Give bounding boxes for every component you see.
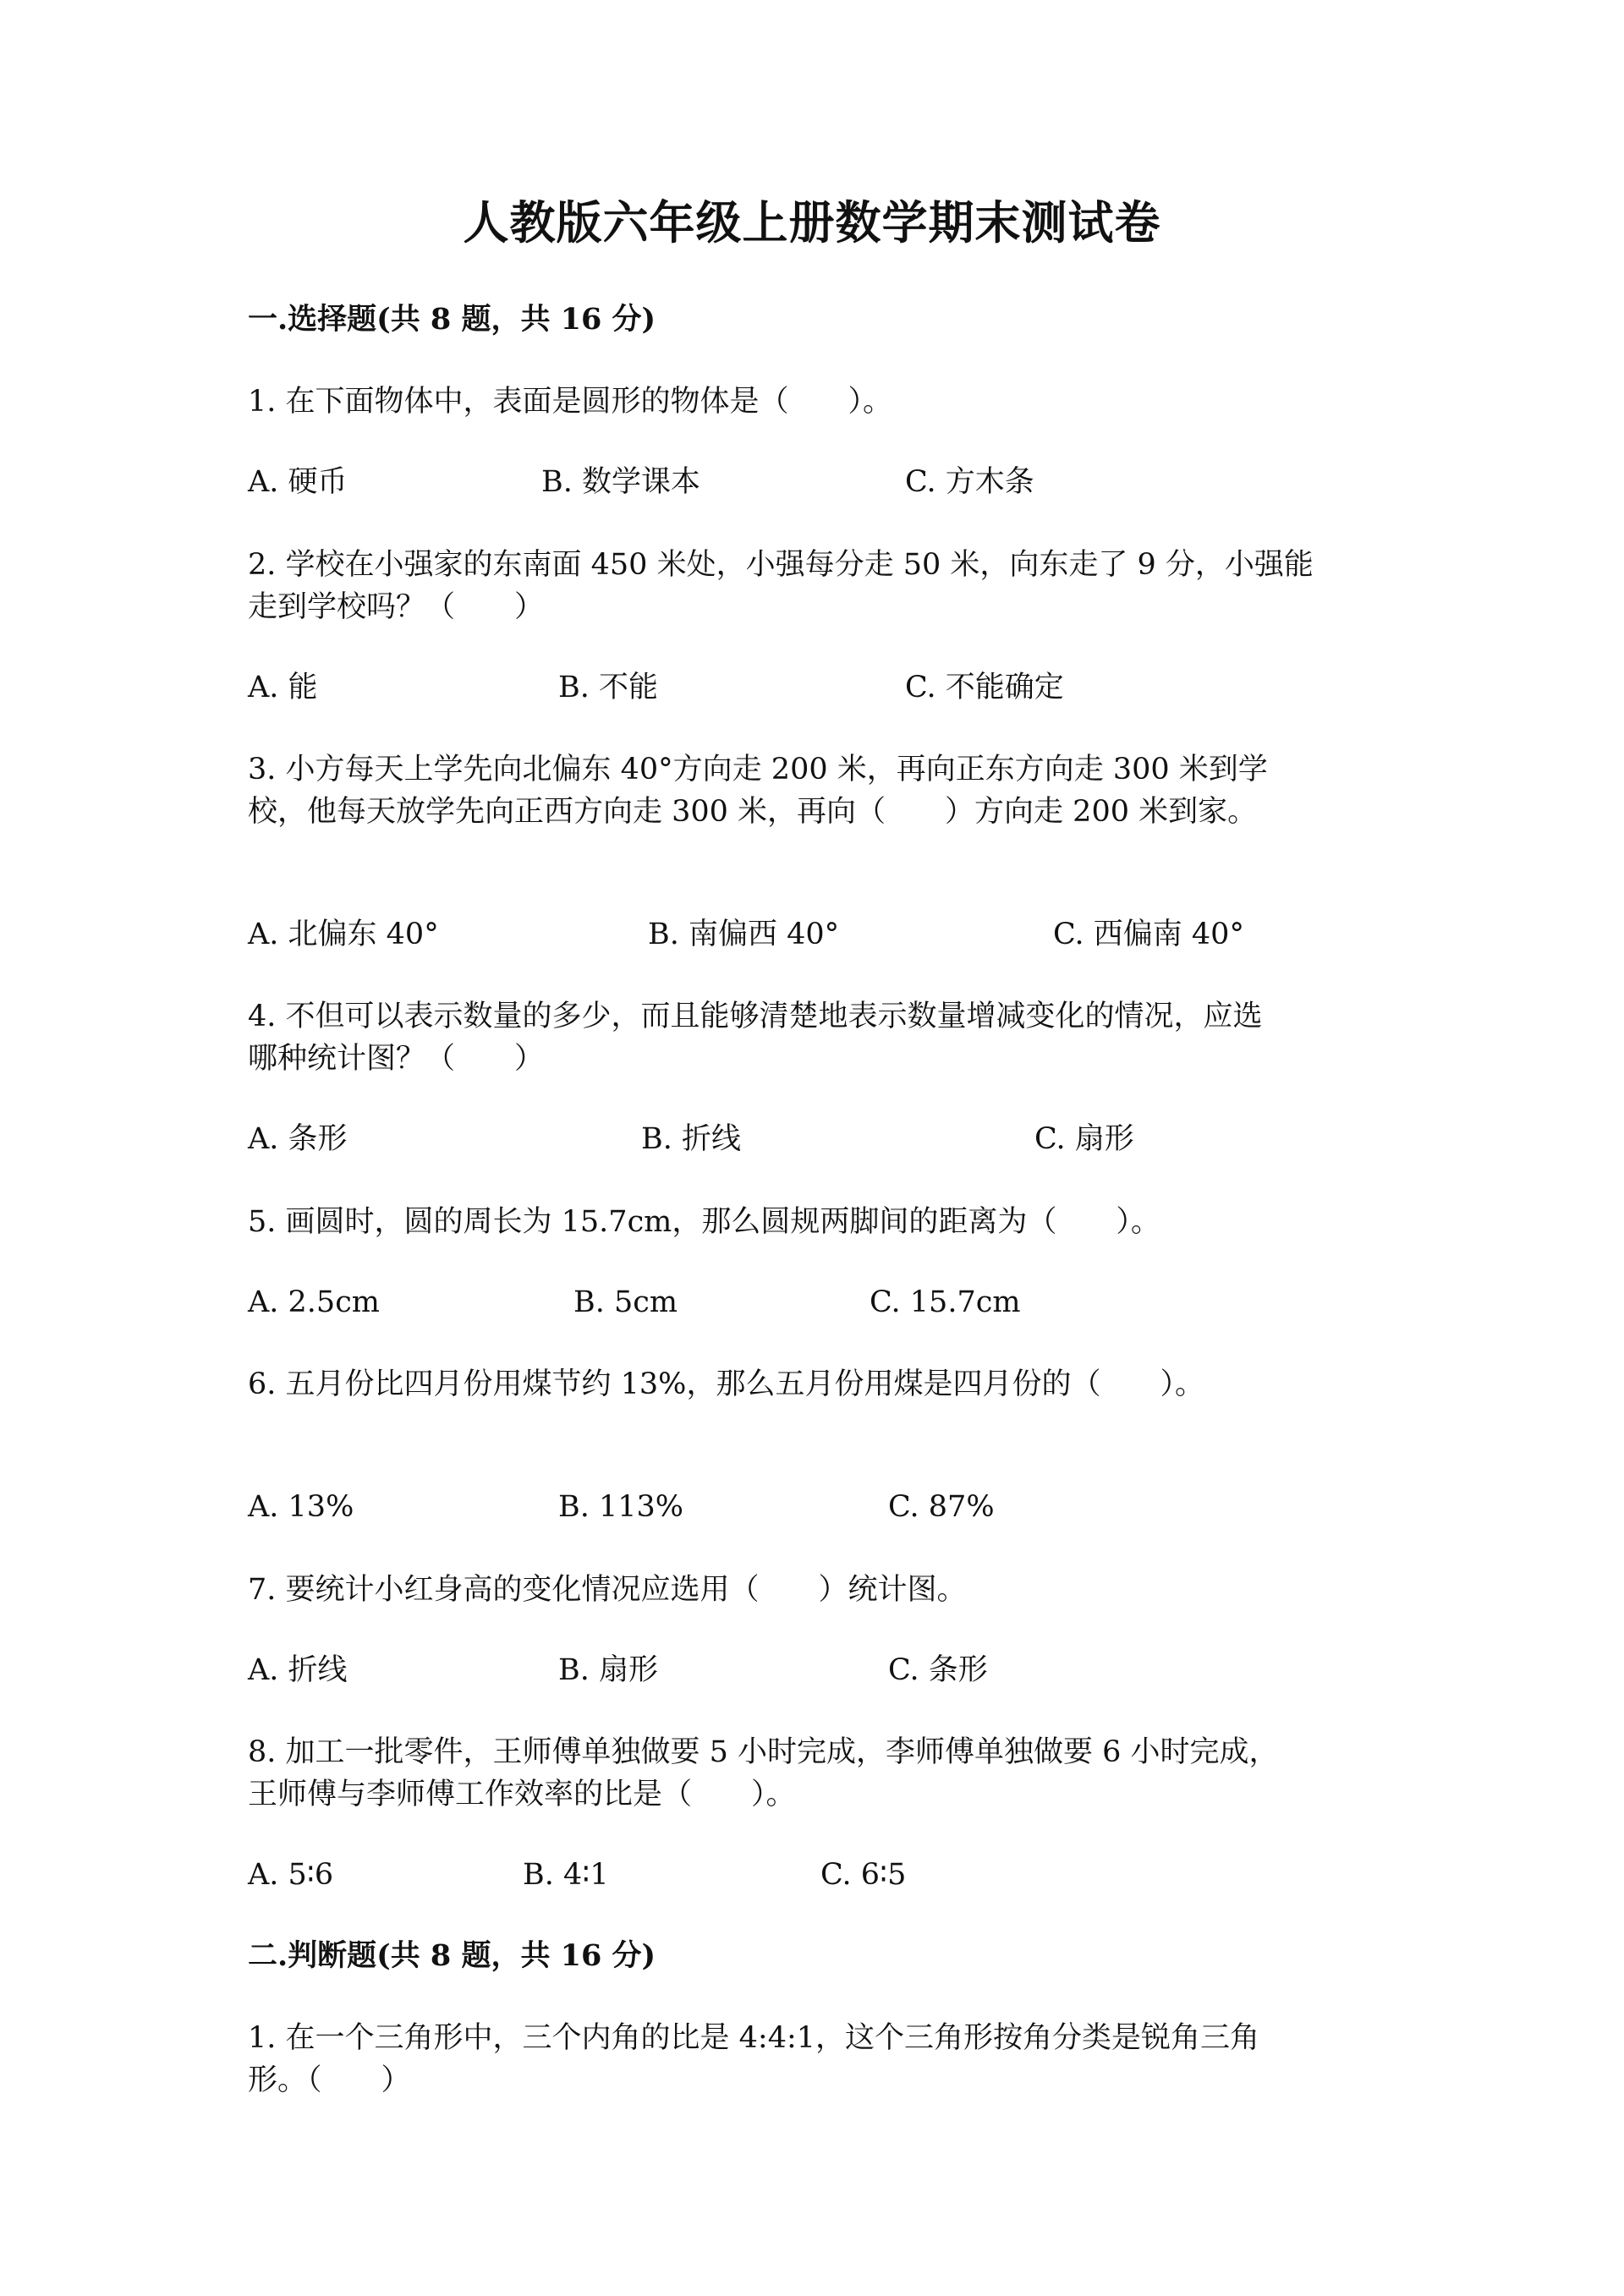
question-5 [248, 1201, 1398, 1243]
option-a: A. 条形 [248, 1122, 348, 1156]
option-b: B. 南偏西 40° [648, 918, 840, 951]
judgement-question-1 [248, 2017, 1398, 2101]
question-line: 6. 五月份比四月份用煤节约 13%，那么五月份用煤是四月份的（ ）。 [248, 1367, 1204, 1401]
options-2 [248, 666, 1398, 709]
question-line: 1. 在一个三角形中，三个内角的比是 4:4:1，这个三角形按角分类是锐角三角 [248, 2021, 1260, 2055]
question-line: 哪种统计图？（ ） [248, 1042, 545, 1076]
option-b: B. 5cm [573, 1285, 678, 1319]
question-8 [248, 1731, 1398, 1816]
option-c: C. 方木条 [905, 465, 1034, 499]
question-6 [248, 1363, 1398, 1406]
exam-title: 人教版六年级上册数学期末测试卷 [463, 195, 1161, 249]
option-c: C. 扇形 [1034, 1122, 1134, 1156]
section-heading-choice: 一.选择题(共 8 题，共 16 分) [248, 302, 656, 337]
question-4 [248, 995, 1398, 1080]
options-8 [248, 1854, 1398, 1896]
option-c: C. 6∶5 [820, 1858, 907, 1892]
options-5 [248, 1281, 1398, 1323]
option-a: A. 2.5cm [248, 1285, 380, 1319]
question-line: 1. 在下面物体中，表面是圆形的物体是（ ）。 [248, 385, 893, 419]
options-1 [248, 461, 1398, 503]
option-a: A. 北偏东 40° [248, 918, 439, 951]
question-line: 2. 学校在小强家的东南面 450 米处，小强每分走 50 米，向东走了 9 分，小强能 [248, 548, 1314, 582]
section-heading-judgement: 二.判断题(共 8 题，共 16 分) [248, 1938, 656, 1973]
question-line: 5. 画圆时，圆的周长为 15.7cm，那么圆规两脚间的距离为（ ）。 [248, 1205, 1160, 1239]
question-line: 王师傅与李师傅工作效率的比是（ ）。 [248, 1778, 796, 1811]
options-4 [248, 1118, 1398, 1160]
option-c: C. 不能确定 [905, 671, 1064, 704]
option-c: C. 西偏南 40° [1053, 918, 1244, 951]
option-b: B. 4∶1 [523, 1858, 609, 1892]
option-b: B. 折线 [641, 1122, 741, 1156]
question-line: 走到学校吗？（ ） [248, 590, 545, 624]
options-3 [248, 913, 1398, 956]
option-b: B. 不能 [558, 671, 658, 704]
question-1 [248, 381, 1398, 423]
option-a: A. 折线 [248, 1653, 348, 1687]
question-7 [248, 1569, 1398, 1611]
option-b: B. 113% [558, 1490, 684, 1524]
option-a: A. 能 [248, 671, 318, 704]
option-a: A. 硬币 [248, 465, 348, 499]
option-c: C. 条形 [888, 1653, 988, 1687]
option-a: A. 13% [248, 1490, 354, 1524]
question-line: 8. 加工一批零件，王师傅单独做要 5 小时完成，李师傅单独做要 6 小时完成， [248, 1735, 1279, 1769]
question-line: 形。（ ） [248, 2063, 411, 2097]
question-line: 7. 要统计小红身高的变化情况应选用（ ）统计图。 [248, 1573, 967, 1607]
options-6 [248, 1486, 1398, 1528]
options-7 [248, 1649, 1398, 1691]
option-b: B. 数学课本 [541, 465, 700, 499]
question-line: 3. 小方每天上学先向北偏东 40°方向走 200 米，再向正东方向走 300 米到学 [248, 753, 1268, 786]
option-b: B. 扇形 [558, 1653, 658, 1687]
option-a: A. 5∶6 [248, 1858, 334, 1892]
question-line: 校，他每天放学先向正西方向走 300 米，再向（ ）方向走 200 米到家。 [248, 795, 1258, 829]
question-2 [248, 544, 1398, 628]
question-line: 4. 不但可以表示数量的多少，而且能够清楚地表示数量增减变化的情况，应选 [248, 1000, 1263, 1033]
question-3 [248, 748, 1398, 833]
option-c: C. 87% [888, 1490, 995, 1524]
option-c: C. 15.7cm [870, 1285, 1021, 1319]
